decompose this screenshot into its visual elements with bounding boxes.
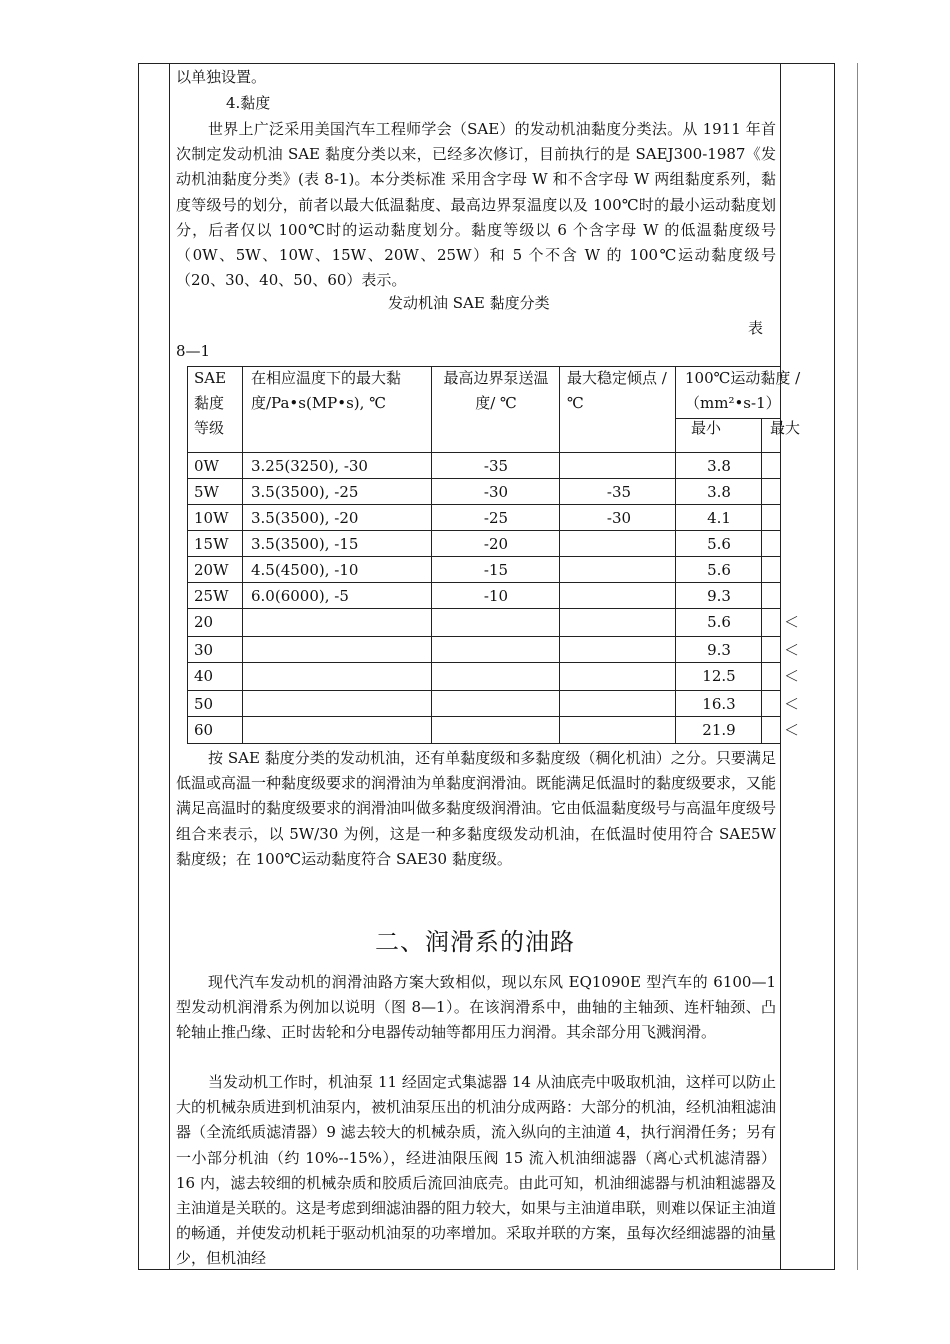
sae-paragraph: 世界上广泛采用美国汽车工程师学会（SAE）的发动机油黏度分类法。从 1911 年首次制定发动机油 SAE 黏度分类以来，已经多次修订，目前执行的是 SAEJ300-1987《发动机油黏度分类》(表 8-1)。本分类标准 采用含字母 W 和不含字母 W 两组黏度系列，黏度等级号的划分，前者以最大低温黏度、最高边界泵温度以及 100℃时的最小运动黏度划分，后者仅以 100℃时的运动黏度划分。黏度等级以 6 个含字母 W 的低温黏度级号（0W、5W、10W、15W、20W、25W）和 5 个不含 W 的 100℃运动黏度级号（20、30、40、50、60）表示。 [176, 120, 776, 290]
header-max-viscosity: 在相应温度下的最大黏度/Pa•s(MP•s), ℃ [251, 369, 402, 412]
table-cell-max: ＜ [784, 667, 800, 685]
frame-left-outer [138, 63, 139, 1270]
table-cell-grade: 30 [194, 641, 214, 659]
oil-path-paragraph: 现代汽车发动机的润滑油路方案大致相似，现以东风 EQ1090E 型汽车的 6100—1 型发动机润滑系为例加以说明（图 8—1）。在该润滑系中，曲轴的主轴颈、连杆轴颈、凸轮轴止推凸缘、正时齿轮和分电器传动轴等都用压力润滑。其余部分用飞溅润滑。 [176, 973, 776, 1042]
section-4-title: 4.黏度 [226, 94, 271, 112]
table-cell-grade: 25W [194, 587, 229, 605]
table-cell-min: 5.6 [707, 535, 731, 553]
table-cell-max-visc: 3.5(3500), -25 [251, 483, 359, 501]
table-cell-pump: -30 [483, 483, 509, 501]
header-max: 最大 [770, 419, 801, 437]
header-grade: SAE 黏度等级 [194, 369, 227, 437]
table-cell-grade: 50 [194, 695, 214, 713]
table-cell-grade: 20 [194, 613, 214, 631]
sae-paragraph-block [176, 117, 776, 293]
frame-left-inner [169, 63, 170, 1270]
table-cell-max: ＜ [784, 721, 800, 739]
table-cell-min: 16.3 [702, 695, 736, 713]
table-cell-grade: 0W [194, 457, 219, 475]
multigrade-paragraph: 按 SAE 黏度分类的发动机油，还有单黏度级和多黏度级（稠化机油）之分。只要满足低温或高温一种黏度级要求的润滑油为单黏度润滑油。既能满足低温时的黏度级要求，又能满足高温时的黏度级要求的润滑油叫做多黏度级润滑油。它由低温黏度级号与高温年度级号组合来表示，以 5W/30 为例，这是一种多黏度级发动机油，在低温时使用符合 SAE5W 黏度级；在 100℃运动黏度符合 SAE30 黏度级。 [176, 749, 777, 868]
pump-paragraph-block [176, 1070, 776, 1272]
table-cell-max: ＜ [784, 695, 800, 713]
table-cell-pour: -30 [606, 509, 632, 527]
table-cell-grade: 20W [194, 561, 229, 579]
header-kinematic: 100℃运动黏度 /（mm²•s-1） [685, 369, 801, 412]
table-cell-min: 9.3 [707, 641, 731, 659]
table-cell-pump: -10 [483, 587, 509, 605]
table-cell-min: 3.8 [707, 483, 731, 501]
header-min: 最小 [691, 419, 722, 437]
table-cell-grade: 40 [194, 667, 214, 685]
frame-top [138, 63, 835, 64]
table-cell-max-visc: 6.0(6000), -5 [251, 587, 349, 605]
header-stable-pour: 最大稳定倾点 /℃ [567, 369, 667, 412]
table-cell-min: 12.5 [702, 667, 736, 685]
oil-path-paragraph-block [176, 970, 776, 1046]
frame-right-outer [834, 63, 835, 1270]
table-cell-min: 5.6 [707, 613, 731, 631]
table-cell-grade: 10W [194, 509, 229, 527]
table-cell-grade: 15W [194, 535, 229, 553]
table-cell-grade: 5W [194, 483, 219, 501]
table-cell-max-visc: 3.5(3500), -20 [251, 509, 359, 527]
table-cell-max: ＜ [784, 613, 800, 631]
frame-right-edge [857, 63, 858, 1270]
table-label-biao: 表 [748, 319, 764, 337]
table-cell-pour: -35 [606, 483, 632, 501]
table-cell-pump: -15 [483, 561, 509, 579]
table-label-number: 8—1 [176, 342, 211, 360]
table-cell-min: 3.8 [707, 457, 731, 475]
table-cell-pump: -25 [483, 509, 509, 527]
table-cell-max-visc: 3.25(3250), -30 [251, 457, 368, 475]
intro-fragment: 以单独设置。 [176, 68, 267, 86]
sae-viscosity-table [187, 366, 801, 744]
section-2-title: 二、润滑系的油路 [375, 928, 575, 956]
multigrade-paragraph-block [176, 746, 776, 872]
table-cell-max-visc: 3.5(3500), -15 [251, 535, 359, 553]
table-cell-min: 4.1 [707, 509, 731, 527]
table-cell-max: ＜ [784, 641, 800, 659]
pump-paragraph: 当发动机工作时，机油泵 11 经固定式集滤器 14 从油底壳中吸取机油，这样可以防止大的机械杂质进到机油泵内，被机油泵压出的机油分成两路：大部分的机油，经机油粗滤油器（全流纸质滤清器）9 滤去较大的机械杂质，流入纵向的主油道 4，执行润滑任务；另有一小部分机油（约 10%--15%），经进油限压阀 15 流入机油细滤器（离心式机滤清器）16 内，滤去较细的机械杂质和胶质后流回油底壳。由此可知，机油细滤器与机油粗滤器及主油道是关联的。这是考虑到细滤油器的阻力较大，如果与主油道串联，则难以保证主油道的畅通，并使发动机耗于驱动机油泵的功率增加。采取并联的方案，虽每次经细滤器的油量少，但机油经 [176, 1073, 777, 1268]
table-cell-pump: -35 [483, 457, 509, 475]
table-cell-max-visc: 4.5(4500), -10 [251, 561, 359, 579]
table-caption: 发动机油 SAE 黏度分类 [388, 294, 550, 312]
table-cell-min: 9.3 [707, 587, 731, 605]
table-cell-grade: 60 [194, 721, 214, 739]
table-cell-min: 21.9 [702, 721, 736, 739]
table-cell-pump: -20 [483, 535, 509, 553]
table-cell-min: 5.6 [707, 561, 731, 579]
header-pump-temp: 最高边界泵送温度/ ℃ [443, 369, 549, 412]
